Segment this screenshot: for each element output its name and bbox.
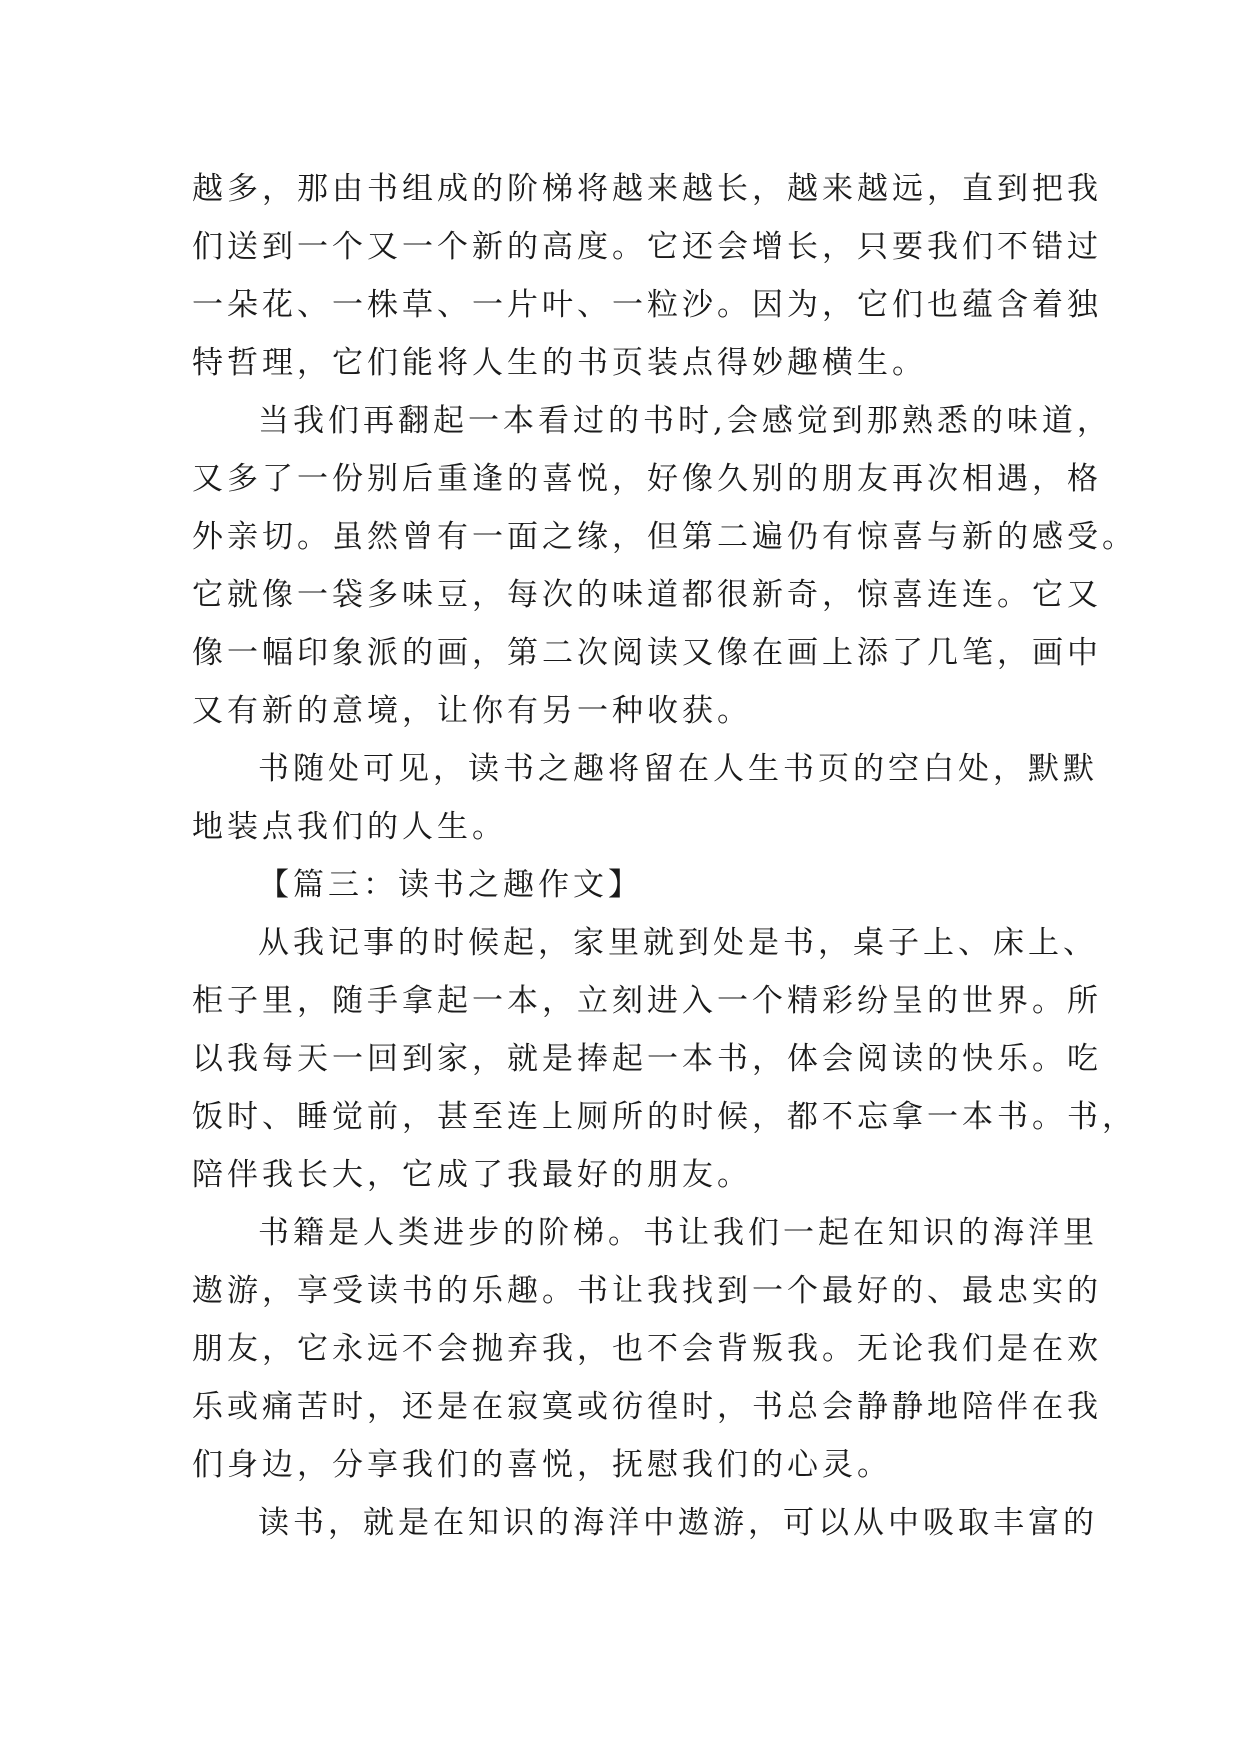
text-line: 越多，那由书组成的阶梯将越来越长，越来越远，直到把我 bbox=[192, 171, 1102, 207]
text-line: 它就像一袋多味豆，每次的味道都很新奇，惊喜连连。它又 bbox=[192, 577, 1102, 613]
text-line: 像一幅印象派的画，第二次阅读又像在画上添了几笔，画中 bbox=[192, 635, 1102, 671]
text-line: 地装点我们的人生。 bbox=[192, 809, 507, 845]
text-line: 们身边，分享我们的喜悦，抚慰我们的心灵。 bbox=[192, 1447, 892, 1483]
text-line: 外亲切。虽然曾有一面之缘，但第二遍仍有惊喜与新的感受。 bbox=[192, 519, 1137, 555]
text-line: 又多了一份别后重逢的喜悦，好像久别的朋友再次相遇，格 bbox=[192, 461, 1102, 497]
text-line: 特哲理，它们能将人生的书页装点得妙趣横生。 bbox=[192, 345, 927, 381]
text-line: 一朵花、一株草、一片叶、一粒沙。因为，它们也蕴含着独 bbox=[192, 287, 1102, 323]
paragraph-first-line: 书籍是人类进步的阶梯。书让我们一起在知识的海洋里 bbox=[258, 1215, 1098, 1251]
text-line: 乐或痛苦时，还是在寂寞或彷徨时，书总会静静地陪伴在我 bbox=[192, 1389, 1102, 1425]
document-body bbox=[192, 160, 1137, 1552]
text-line: 朋友，它永远不会抛弃我，也不会背叛我。无论我们是在欢 bbox=[192, 1331, 1102, 1367]
paragraph-first-line: 读书，就是在知识的海洋中遨游，可以从中吸取丰富的 bbox=[258, 1505, 1098, 1541]
text-line: 柜子里，随手拿起一本，立刻进入一个精彩纷呈的世界。所 bbox=[192, 983, 1102, 1019]
text-line: 饭时、睡觉前，甚至连上厕所的时候，都不忘拿一本书。书， bbox=[192, 1099, 1137, 1135]
text-line: 又有新的意境，让你有另一种收获。 bbox=[192, 693, 752, 729]
paragraph-first-line: 从我记事的时候起，家里就到处是书，桌子上、床上、 bbox=[258, 925, 1098, 961]
paragraph-first-line: 当我们再翻起一本看过的书时,会感觉到那熟悉的味道， bbox=[258, 403, 1112, 439]
paragraph-first-line: 书随处可见，读书之趣将留在人生书页的空白处，默默 bbox=[258, 751, 1098, 787]
text-line: 陪伴我长大，它成了我最好的朋友。 bbox=[192, 1157, 752, 1193]
text-line: 以我每天一回到家，就是捧起一本书，体会阅读的快乐。吃 bbox=[192, 1041, 1102, 1077]
text-line: 遨游，享受读书的乐趣。书让我找到一个最好的、最忠实的 bbox=[192, 1273, 1102, 1309]
section-heading: 【篇三：读书之趣作文】 bbox=[258, 867, 643, 903]
text-line: 们送到一个又一个新的高度。它还会增长，只要我们不错过 bbox=[192, 229, 1102, 265]
